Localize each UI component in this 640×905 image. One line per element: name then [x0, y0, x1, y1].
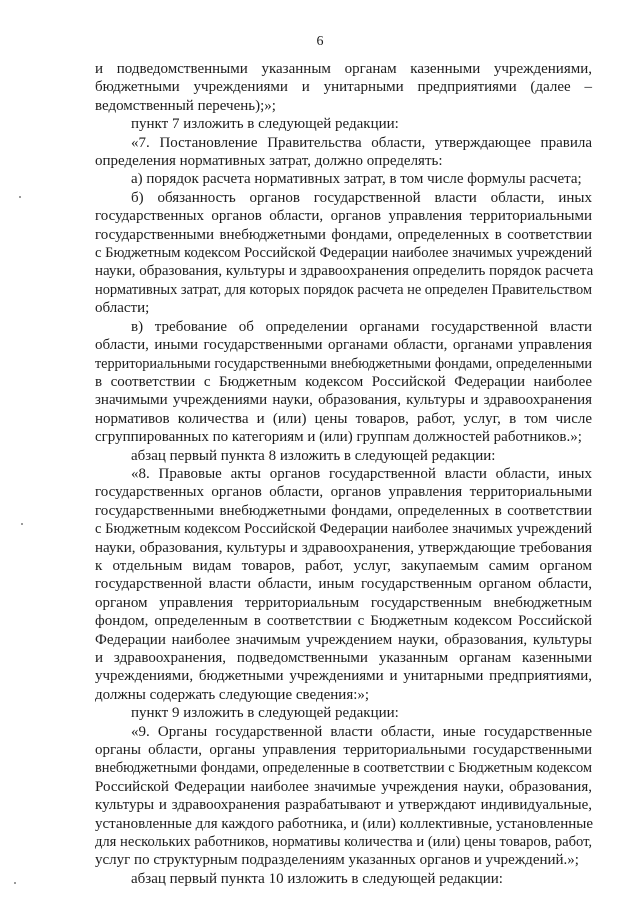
paragraph: [95, 189, 592, 318]
text-line: государственной власти области, иным государственным органом области,: [95, 576, 592, 593]
text-line: нормативов количества и (или) цены товаров, работ, услуг, в том числе: [95, 410, 592, 427]
paragraph: [95, 318, 592, 447]
text-line: науки, образования, культуры и здравоохранения, утверждающие требования: [95, 539, 592, 556]
text-line: государственных органов области, органов управления территориальными: [95, 484, 592, 501]
text-line: области, иными государственными органами области, органами управления: [95, 337, 592, 354]
text-line: внебюджетными фондами, определенные в соответствии с Бюджетным кодексом: [95, 760, 592, 777]
text-line: культуры и здравоохранения разрабатывают и утверждают индивидуальные,: [95, 797, 592, 814]
text-line: в) требование об определении органами государственной власти: [131, 318, 592, 335]
text-line: науки, образования, культуры и здравоохранения определить порядок расчета: [95, 263, 594, 280]
paragraph: [95, 170, 592, 188]
paragraph: [95, 465, 592, 704]
text-line: «9. Органы государственной власти области, иные государственные: [131, 723, 592, 740]
paragraph: [95, 134, 592, 171]
text-line: б) обязанность органов государственной власти области, иных: [131, 189, 592, 206]
text-line: определения нормативных затрат, должно определять:: [95, 153, 443, 170]
text-line: абзац первый пункта 10 изложить в следующей редакции:: [131, 870, 503, 887]
text-line: органом управления территориальным государственным внебюджетным: [95, 594, 592, 611]
text-line: Федерации наиболее значимым учреждением науки, образования, культуры: [95, 631, 592, 648]
text-line: в соответствии с Бюджетным кодексом Российской Федерации наиболее: [95, 373, 592, 390]
text-line: нормативных затрат, для которых порядок расчета не определен Правительством: [95, 281, 592, 298]
paragraph: [95, 870, 592, 888]
scan-speck: [19, 196, 21, 198]
paragraph: [95, 115, 592, 133]
text-line: с Бюджетным кодексом Российской Федерации наиболее значимых учреждений: [95, 521, 592, 538]
text-line: должны содержать следующие сведения:»;: [95, 686, 370, 703]
text-line: сгруппированных по категориям и (или) группам должностей работников.»;: [95, 429, 582, 446]
paragraph: [95, 447, 592, 465]
text-line: значимыми учреждениями науки, образования, культуры и здравоохранения: [95, 392, 592, 409]
paragraph: [95, 60, 592, 115]
text-line: Российской Федерации наиболее значимые учреждения науки, образования,: [95, 778, 592, 795]
paragraph: [95, 704, 592, 722]
text-line: а) порядок расчета нормативных затрат, в том числе формулы расчета;: [131, 171, 582, 188]
text-line: и здравоохранения, подведомственными указанным органам казенными: [95, 650, 592, 666]
text-line: услуг по структурным подразделениям указанных органов и учреждений.»;: [95, 852, 579, 869]
text-line: государственных органов области, органов управления территориальными: [95, 208, 592, 225]
text-line: «8. Правовые акты органов государственной власти области, иных: [131, 465, 592, 482]
text-line: абзац первый пункта 8 изложить в следующей редакции:: [131, 447, 496, 464]
text-line: органы области, органы управления территориальными государственными: [95, 742, 592, 759]
text-line: пункт 7 изложить в следующей редакции:: [131, 116, 399, 133]
text-line: с Бюджетным кодексом Российской Федерации наиболее значимых учреждений: [95, 245, 592, 262]
text-line: области;: [95, 300, 150, 317]
text-line: территориальными государственными внебюджетными фондами, определенными: [95, 355, 592, 372]
text-line: для нескольких работников, нормативы количества и (или) цены товаров, работ,: [95, 834, 592, 851]
text-line: и подведомственными указанным органам казенными учреждениями,: [95, 61, 592, 77]
text-line: государственными внебюджетными фондами, определенных в соответствии: [95, 502, 592, 519]
text-line: учреждениями, бюджетными учреждениями и унитарными предприятиями,: [95, 668, 592, 685]
text-line: ведомственный перечень);»;: [95, 97, 276, 114]
scan-speck: [21, 523, 23, 525]
text-line: «7. Постановление Правительства области, утверждающее правила: [131, 134, 592, 151]
text-line: государственными внебюджетными фондами, определенных в соответствии: [95, 226, 592, 243]
text-line: установленные для каждого работника, и (или) коллективные, установленные: [95, 815, 594, 832]
paragraph: [95, 723, 592, 870]
page-number: 6: [316, 34, 324, 49]
text-line: пункт 9 изложить в следующей редакции:: [131, 705, 399, 722]
scan-speck: [14, 882, 16, 884]
text-line: фондом, определенным в соответствии с Бюджетным кодексом Российской: [95, 613, 592, 630]
text-line: бюджетными учреждениями и унитарными предприятиями (далее –: [95, 79, 592, 96]
text-line: к отдельным видам товаров, работ, услуг, закупаемым самим органом: [95, 557, 592, 574]
document-body: [95, 60, 592, 888]
